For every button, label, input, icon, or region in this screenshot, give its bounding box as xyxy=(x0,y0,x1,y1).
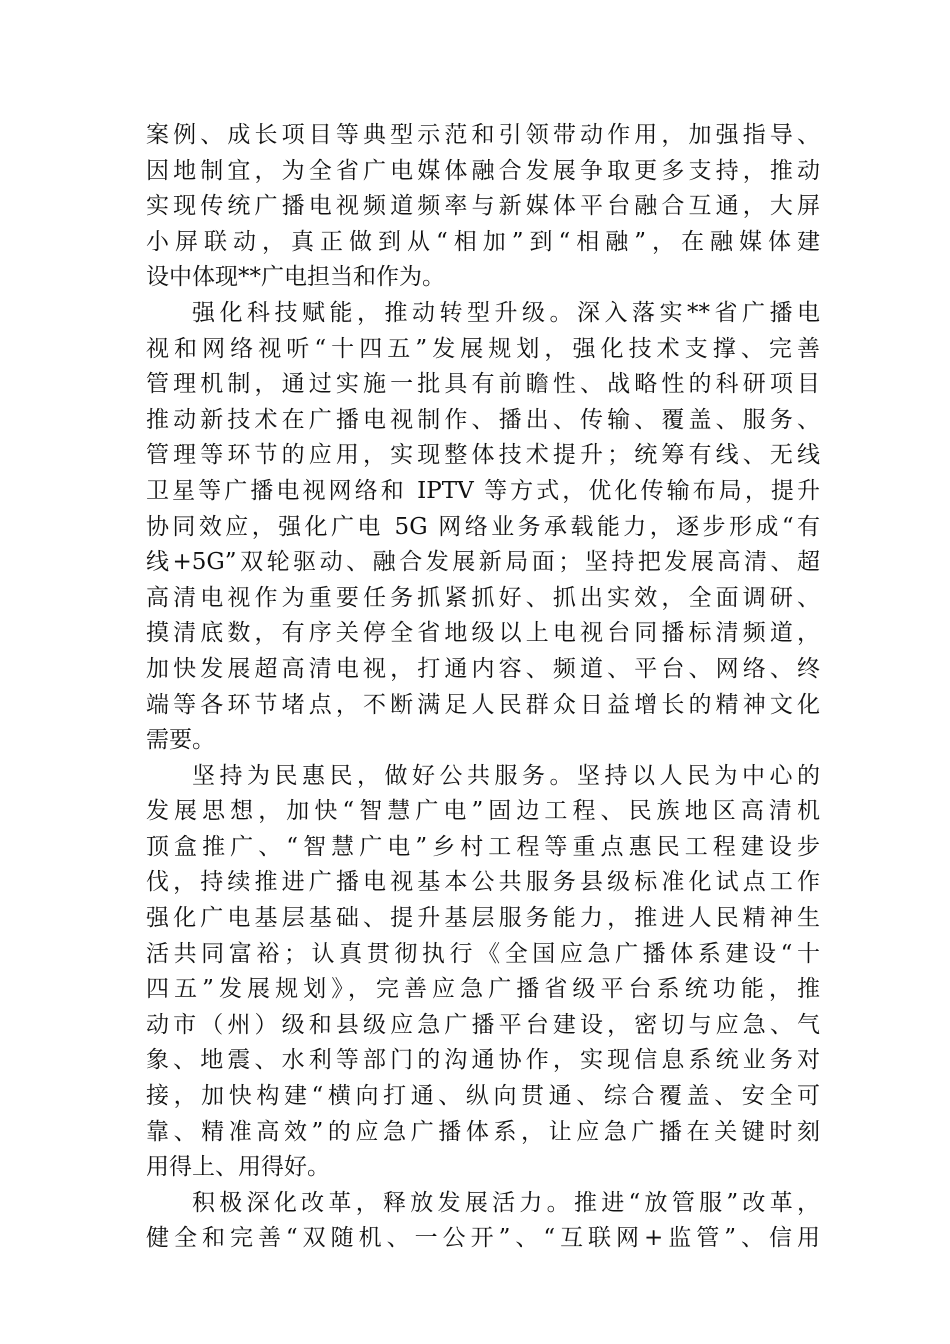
paragraph-deepen-reform xyxy=(146,1186,820,1257)
paragraph-media-integration xyxy=(146,118,820,296)
text-line: 伐，持续推进广播电视基本公共服务县级标准化试点工作 xyxy=(146,869,820,896)
text-line: 卫星等广播电视网络和 IPTV 等方式，优化传输布局，提升 xyxy=(146,477,820,504)
text-line: 线+5G”双轮驱动、融合发展新局面；坚持把发展高清、超 xyxy=(146,549,820,576)
text-line: 活共同富裕；认真贯彻执行《全国应急广播体系建设“十 xyxy=(146,940,820,967)
text-line: 健全和完善“双随机、一公开”、“互联网+监管”、信用 xyxy=(146,1225,820,1252)
text-line: 顶盒推广、“智慧广电”乡村工程等重点惠民工程建设步 xyxy=(146,833,820,860)
text-line: 管理机制，通过实施一批具有前瞻性、战略性的科研项目 xyxy=(146,371,820,398)
text-line: 推动新技术在广播电视制作、播出、传输、覆盖、服务、 xyxy=(146,406,820,433)
text-line: 用得上、用得好。 xyxy=(146,1154,330,1181)
text-line: 实现传统广播电视频道频率与新媒体平台融合互通，大屏 xyxy=(146,193,820,220)
text-line: 需要。 xyxy=(146,727,215,754)
text-line: 高清电视作为重要任务抓紧抓好、抓出实效，全面调研、 xyxy=(146,584,820,611)
text-line: 强化广电基层基础、提升基层服务能力，推进人民精神生 xyxy=(146,905,820,932)
text-line: 发展思想，加快“智慧广电”固边工程、民族地区高清机 xyxy=(146,798,820,825)
text-line: 接，加快构建“横向打通、纵向贯通、综合覆盖、安全可 xyxy=(146,1083,820,1110)
text-line: 四五”发展规划》，完善应急广播省级平台系统功能，推 xyxy=(146,976,820,1003)
text-line: 靠、精准高效”的应急广播体系，让应急广播在关键时刻 xyxy=(146,1118,820,1145)
text-line: 象、地震、水利等部门的沟通协作，实现信息系统业务对 xyxy=(146,1047,820,1074)
text-line: 摸清底数，有序关停全省地级以上电视台同播标清频道， xyxy=(146,620,820,647)
text-line: 协同效应，强化广电 5G 网络业务承载能力，逐步形成“有 xyxy=(146,513,820,540)
text-line: 小屏联动，真正做到从“相加”到“相融”，在融媒体建 xyxy=(146,228,820,255)
text-line: 设中体现**广电担当和作为。 xyxy=(146,264,445,291)
text-line: 强化科技赋能，推动转型升级。深入落实**省广播电 xyxy=(192,299,820,326)
paragraph-public-service xyxy=(146,759,820,1186)
text-line: 案例、成长项目等典型示范和引领带动作用，加强指导、 xyxy=(146,122,820,148)
text-line: 因地制宜，为全省广电媒体融合发展争取更多支持，推动 xyxy=(146,157,820,184)
text-line: 管理等环节的应用，实现整体技术提升；统筹有线、无线 xyxy=(146,442,820,469)
text-line: 积极深化改革，释放发展活力。推进“放管服”改革， xyxy=(192,1189,820,1216)
paragraph-tech-empowerment xyxy=(146,296,820,759)
document-body xyxy=(146,118,820,1257)
text-line: 视和网络视听“十四五”发展规划，强化技术支撑、完善 xyxy=(146,335,820,362)
text-line: 加快发展超高清电视，打通内容、频道、平台、网络、终 xyxy=(146,655,820,682)
text-line: 坚持为民惠民，做好公共服务。坚持以人民为中心的 xyxy=(192,762,820,789)
text-line: 动市（州）级和县级应急广播平台建设，密切与应急、气 xyxy=(146,1011,820,1038)
text-line: 端等各环节堵点，不断满足人民群众日益增长的精神文化 xyxy=(146,691,820,718)
